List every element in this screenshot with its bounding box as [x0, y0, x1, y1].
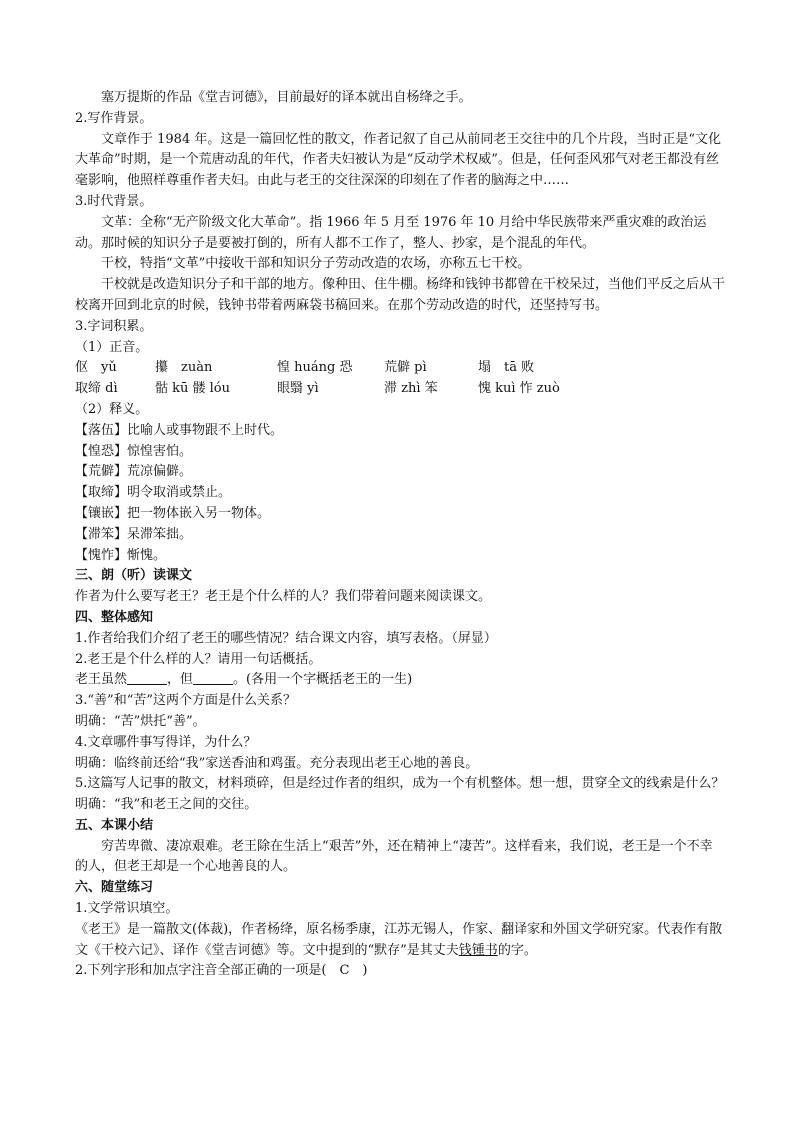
- pinyin-item: 愧 kuì 怍 zuò: [478, 381, 560, 397]
- definition: 【滞笨】呆滞笨拙。: [75, 526, 193, 542]
- section-heading: 六、随堂练习: [75, 880, 154, 896]
- paragraph: 文革：全称“无产阶级文化大革命”。指 1966 年 5 月至 1976 年 10 月给中华民族带来严重灾难的政治运动。那时候的知识分子是要被打倒的，所有人都不工作了，整人、抄家，是个混乱的年代。: [75, 214, 707, 251]
- section-heading: 四、整体感知: [75, 609, 154, 625]
- section-heading: 三、朗（听）读课文: [75, 568, 193, 584]
- paragraph: 文章作于 1984 年。这是一篇回忆性的散文，作者记叙了自己从前同老王交往中的几个片段，当时正是“文化大革命”时期，是一个荒唐动乱的年代，作者夫妇被认为是“反动学术权威”。但是，任何歪风邪气对老王都没有丝毫影响，他照样尊重作者夫妇。由此与老王的交往深深的印刻在了作者的脑海之中……: [75, 131, 721, 189]
- question: 3.“善”和“苦”这两个方面是什么关系？: [75, 693, 296, 709]
- question: 2.下列字形和加点字注音全部正确的一项是( C ): [75, 963, 368, 979]
- question: 2.老王是个什么样的人？请用一句话概括。: [75, 651, 322, 667]
- answer: 明确：“苦”烘托“善”。: [75, 713, 206, 729]
- question: 4.文章哪件事写得详，为什么？: [75, 734, 257, 750]
- subheading: （2）释义。: [75, 401, 149, 417]
- pinyin-item: 攥 zuàn: [155, 360, 213, 376]
- pinyin-item: 滞 zhì 笨: [384, 381, 438, 397]
- fill-in-sentence: [75, 670, 725, 691]
- pinyin-item: 塌 tā 败: [478, 360, 535, 376]
- definition: 【愧怍】惭愧。: [75, 547, 167, 563]
- definition: 【荒僻】荒凉偏僻。: [75, 464, 193, 480]
- answer-blank: [127, 670, 167, 685]
- question: 1.作者给我们介绍了老王的哪些情况？结合课文内容，填写表格。（屏显）: [75, 630, 497, 646]
- pinyin-item: 惶 huáng 恐: [277, 360, 353, 376]
- pinyin-item: 伛 yǔ: [75, 360, 117, 376]
- question: 5.这篇写人记事的散文，材料琐碎，但是经过作者的组织，成为一个有机整体。想一想，贯穿全文的线索是什么？: [75, 776, 725, 792]
- question: 1.文学常识填空。: [75, 901, 179, 917]
- text-part: 的字。: [497, 942, 537, 958]
- sentence-part: ，但: [167, 672, 194, 688]
- paragraph: 干校，特指“文革”中接收干部和知识分子劳动改造的农场，亦称五七干校。: [101, 256, 531, 272]
- pinyin-item: 骷 kū 髅 lóu: [155, 381, 231, 397]
- pinyin-row: [75, 358, 725, 379]
- text-part: 《老王》是一篇散文(体裁)，作者杨绛，原名杨季康，江苏无锡人，作家、翻译家和外国文学研究家。代表作有散文《干校六记》、译作《堂吉诃德》等。文中提到的“默存”是其丈夫: [75, 921, 723, 958]
- section-heading: 五、本课小结: [75, 817, 154, 833]
- paragraph: 作者为什么要写老王？老王是个什么样的人？我们带着问题来阅读课文。: [75, 589, 492, 605]
- answer: 明确：“我”和老王之间的交往。: [75, 797, 258, 813]
- paragraph: 塞万提斯的作品《堂吉诃德》，目前最好的译本就出自杨绛之手。: [101, 90, 472, 105]
- pinyin-item: 眼翳 yì: [277, 381, 319, 397]
- definition: 【落伍】比喻人或事物跟不上时代。: [75, 422, 284, 438]
- heading: 3.时代背景。: [75, 193, 153, 209]
- paragraph: 干校就是改造知识分子和干部的地方。像种田、住牛棚。杨绛和钱钟书都曾在干校呆过，当他们平反之后从干校离开回到北京的时候，钱钟书带着两麻袋书稿回来。在那个劳动改造的时代，还坚持写书。: [75, 277, 726, 313]
- sentence-part: 。(各用一个字概括老王的一生): [233, 672, 413, 688]
- underlined-name: 钱锺书: [458, 942, 498, 958]
- document-page: [75, 88, 725, 982]
- definition: 【镶嵌】把一物体嵌入另一物体。: [75, 505, 271, 521]
- definition: 【惶恐】惊惶害怕。: [75, 443, 193, 459]
- pinyin-item: 取缔 dì: [75, 381, 118, 397]
- heading: 2.写作背景。: [75, 110, 153, 126]
- paragraph: 穷苦卑微、凄凉艰难。老王除在生活上“艰苦”外，还在精神上“凄苦”。这样看来，我们说，老王是一个不幸的人，但老王却是一个心地善良的人。: [75, 838, 713, 875]
- subheading: （1）正音。: [75, 339, 149, 355]
- definition: 【取缔】明令取消或禁止。: [75, 485, 232, 501]
- answer-blank: [193, 670, 233, 685]
- sentence-part: 老王虽然: [75, 672, 128, 688]
- answer: 明确：临终前还给“我”家送香油和鸡蛋。充分表现出老王心地的善良。: [75, 755, 479, 771]
- pinyin-item: 荒僻 pì: [384, 360, 427, 376]
- paragraph: [75, 920, 725, 962]
- heading: 3.字词积累。: [75, 318, 153, 334]
- pinyin-row: [75, 379, 725, 400]
